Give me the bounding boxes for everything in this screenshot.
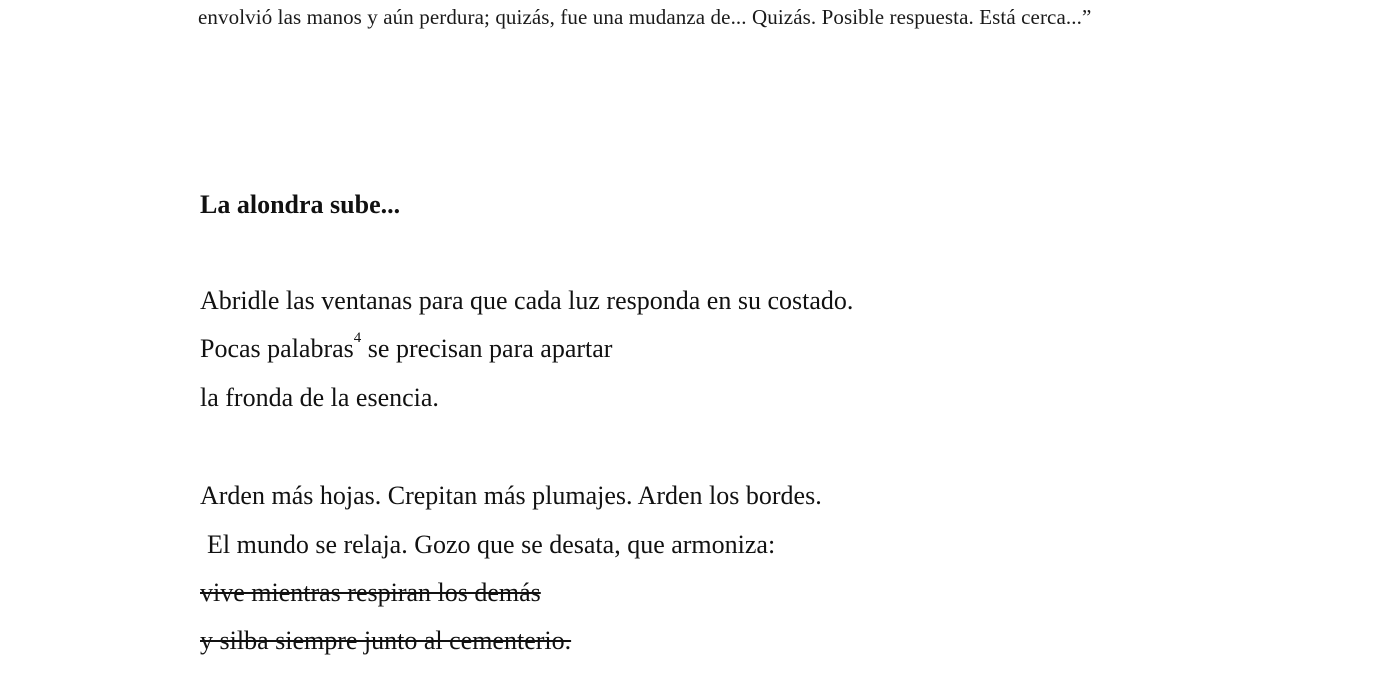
stanza2-line3-struck: vive mientras respiran los demás (200, 578, 541, 607)
stanza2-line2: El mundo se relaja. Gozo que se desata, que armoniza: (207, 530, 776, 559)
stanza2-line4-struck: y silba siempre junto al cementerio. (200, 626, 572, 655)
stanza1-line1: Abridle las ventanas para que cada luz responda en su costado. (200, 286, 854, 315)
stanza1-line2 (200, 330, 613, 364)
stanza1-line2-end: se precisan para apartar (361, 334, 613, 363)
stanza1-line2-start: Pocas palabras (200, 334, 354, 363)
stanza2-line1: Arden más hojas. Crepitan más plumajes. Arden los bordes. (200, 481, 822, 510)
footnote-reference: 4 (353, 330, 362, 346)
stanza1-line3: la fronda de la esencia. (200, 383, 439, 412)
previous-paragraph-tail: envolvió las manos y aún perdura; quizás, fue una mudanza de... Quizás. Posible respuesta. Está cerca...” (198, 5, 1092, 29)
poem-title: La alondra sube... (200, 190, 401, 219)
